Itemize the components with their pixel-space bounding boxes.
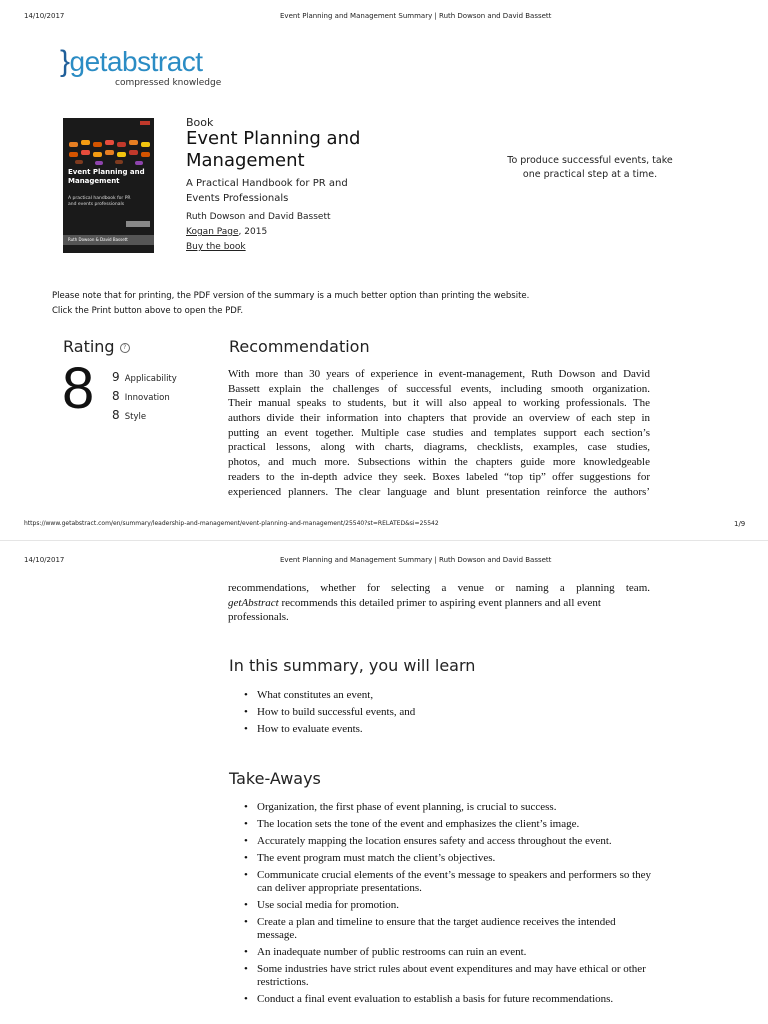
book-subtitle-line-1: A Practical Handbook for PR and [186, 178, 348, 189]
print-footer-page: 1/9 [734, 520, 746, 528]
takeaway-item: • Organization, the first phase of event planning, is crucial to success. [242, 801, 654, 814]
recommendation-line: Their manual speaks to students, but it will also appeal to working professionals. The [228, 397, 650, 410]
getabstract-brand-text: getAbstract [228, 596, 279, 609]
recommendation-line: recommendations, whether for selecting a venue or naming a planning team. [228, 582, 650, 594]
recommendation-line [228, 596, 650, 611]
recommendation-continuation [228, 581, 650, 625]
question-circle-icon[interactable]: ? [120, 343, 130, 353]
learn-list-item: • How to build successful events, and [242, 706, 642, 719]
print-header-title: Event Planning and Management Summary | Ruth Dowson and David Bassett [280, 12, 552, 20]
book-subtitle-line-2: Events Professionals [186, 193, 289, 204]
book-type-label: Book [186, 116, 214, 129]
getabstract-logo[interactable] [60, 45, 222, 88]
rating-heading [63, 337, 130, 356]
book-title-line-1: Event Planning and [186, 128, 361, 149]
recommendation-line: authors divide their information into chapters that provide an overview of each step in [228, 412, 650, 425]
learn-heading: In this summary, you will learn [229, 656, 476, 675]
print-note-line-1: Please note that for printing, the PDF version of the summary is a much better option than printing the website. [52, 291, 530, 301]
page-break-divider [0, 540, 768, 541]
recommendation-line-rest: recommends this detailed primer to aspiring event planners and all event [278, 596, 601, 609]
rating-heading-text: Rating [63, 337, 115, 356]
recommendation-line: photos, and much more. Subsections within the chapters guide more knowledgeable [228, 456, 650, 469]
recommendation-line: experienced planners. The clear language and blunt presentation reinforce the authors’ [228, 485, 650, 498]
logo-wordmark: getabstract [69, 46, 203, 77]
cover-lights-pattern [65, 128, 152, 173]
takeaway-item: • The location sets the tone of the event and emphasizes the client’s image. [242, 818, 654, 831]
rating-applicability-label: Applicability [124, 374, 177, 384]
cover-label-box [126, 221, 150, 227]
book-publisher-line [186, 227, 267, 237]
publisher-badge-icon [140, 121, 150, 125]
recommendation-line: practical lessons, along with charts, diagrams, checklists, examples, case studies, [228, 441, 650, 454]
takeaway-item: • Conduct a final event evaluation to establish a basis for future recommendations. [242, 993, 654, 1006]
learn-list-item: • What constitutes an event, [242, 689, 642, 702]
rating-style-score: 8 [112, 408, 120, 422]
overall-rating-score: 8 [62, 356, 95, 421]
print-footer-url: https://www.getabstract.com/en/summary/leadership-and-management/event-planning-and-management/25540?st=RELATED&si=25542 [24, 520, 439, 527]
book-cover-image [63, 118, 154, 253]
recommendation-heading: Recommendation [229, 337, 370, 356]
rating-style [112, 404, 146, 423]
rating-style-label: Style [124, 412, 147, 422]
buy-book-link[interactable]: Buy the book [186, 242, 246, 252]
summary-tagline-line-2: one practical step at a time. [522, 169, 658, 180]
recommendation-line: With more than 30 years of experience in event-management, Ruth Dowson and David [228, 368, 650, 380]
book-authors: Ruth Dowson and David Bassett [186, 212, 331, 222]
recommendation-paragraph [228, 367, 650, 499]
rating-innovation [112, 385, 170, 404]
recommendation-line: Bassett explain the challenges of successful events, including smooth organization. [228, 382, 650, 395]
print-header-date: 14/10/2017 [24, 12, 65, 20]
recommendation-line: putting an event together. Multiple case studies and templates support each section’s [228, 426, 650, 439]
print-header-title: Event Planning and Management Summary | Ruth Dowson and David Bassett [280, 556, 552, 564]
rating-applicability [112, 366, 177, 385]
publisher-link[interactable]: Kogan Page [186, 227, 239, 237]
book-title-line-2: Management [186, 150, 305, 171]
takeaways-list [242, 801, 654, 1006]
takeaway-item: • Some industries have strict rules about event expenditures and may have ethical or other restrictions. [242, 963, 654, 989]
takeaway-item: • Accurately mapping the location ensures safety and access throughout the event. [242, 835, 654, 848]
publish-year: , 2015 [238, 227, 268, 237]
cover-authors: Ruth Dowson & David Bassett [63, 235, 154, 245]
takeaway-item: • An inadequate number of public restrooms can ruin an event. [242, 946, 654, 959]
learn-list [242, 689, 642, 736]
cover-title: Event Planning and Management [68, 168, 145, 185]
takeaway-item: • The event program must match the client’s objectives. [242, 852, 654, 865]
logo-tagline: compressed knowledge [115, 78, 222, 88]
rating-innovation-label: Innovation [124, 393, 170, 403]
takeaways-heading: Take-Aways [229, 769, 321, 788]
print-note-line-2: Click the Print button above to open the PDF. [52, 306, 244, 316]
summary-tagline-line-1: To produce successful events, take [507, 155, 673, 166]
takeaway-item: • Create a plan and timeline to ensure that the target audience receives the intended message. [242, 916, 654, 942]
cover-subtitle: A practical handbook for PR and events professionals [68, 196, 131, 207]
learn-list-item: • How to evaluate events. [242, 723, 642, 736]
rating-innovation-score: 8 [112, 389, 120, 403]
recommendation-line: readers to the in-depth advice they seek. Boxes labeled “top tip” offer suggestions for [228, 470, 650, 483]
recommendation-line: professionals. [228, 611, 289, 624]
takeaway-item: • Use social media for promotion. [242, 899, 654, 912]
print-header-date: 14/10/2017 [24, 556, 65, 564]
rating-applicability-score: 9 [112, 370, 120, 384]
takeaway-item: • Communicate crucial elements of the event’s message to speakers and performers so they can deliver appropriate presentations. [242, 869, 654, 895]
logo-brace-icon: } [60, 45, 70, 78]
